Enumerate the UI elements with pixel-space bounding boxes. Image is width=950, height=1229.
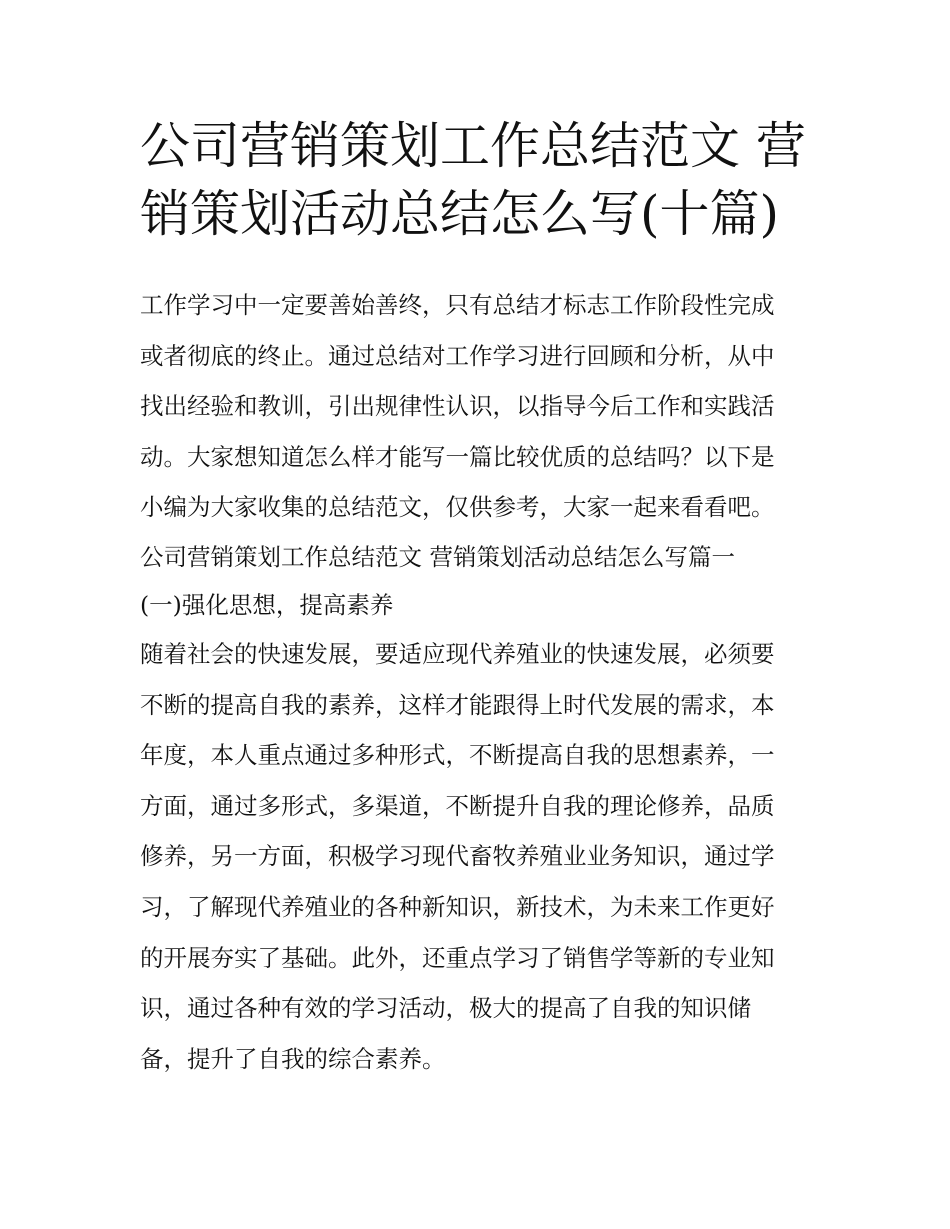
body-line: 习，了解现代养殖业的各种新知识，新技术，为未来工作更好 bbox=[140, 892, 775, 921]
intro-line: 动。大家想知道怎么样才能写一篇比较优质的总结吗？以下是 bbox=[140, 442, 775, 471]
intro-line: 找出经验和教训，引出规律性认识，以指导今后工作和实践活 bbox=[140, 392, 775, 421]
intro-line: 工作学习中一定要善始善终，只有总结才标志工作阶段性完成 bbox=[140, 291, 775, 319]
document-title bbox=[140, 112, 820, 248]
intro-line: 小编为大家收集的总结范文，仅供参考，大家一起来看看吧。 bbox=[140, 493, 775, 522]
intro-line: 或者彻底的终止。通过总结对工作学习进行回顾和分析，从中 bbox=[140, 341, 775, 370]
body-paragraph bbox=[140, 629, 820, 1084]
title-line: 销策划活动总结怎么写(十篇) bbox=[140, 185, 780, 243]
body-line: 备，提升了自我的综合素养。 bbox=[140, 1044, 446, 1073]
document-body bbox=[140, 280, 820, 1084]
body-line: 年度，本人重点通过多种形式，不断提高自我的思想素养，一 bbox=[140, 741, 775, 770]
section-heading: 公司营销策划工作总结范文 营销策划活动总结怎么写篇一 bbox=[140, 542, 735, 571]
intro-paragraph bbox=[140, 280, 820, 533]
subsection-heading: (一)强化思想，提高素养 bbox=[140, 590, 394, 619]
body-line: 方面，通过多形式，多渠道，不断提升自我的理论修养，品质 bbox=[140, 791, 775, 820]
body-line: 识，通过各种有效的学习活动，极大的提高了自我的知识储 bbox=[140, 994, 751, 1023]
title-line: 公司营销策划工作总结范文 营 bbox=[140, 117, 806, 175]
body-line: 修养，另一方面，积极学习现代畜牧养殖业业务知识，通过学 bbox=[140, 842, 775, 871]
body-line: 随着社会的快速发展，要适应现代养殖业的快速发展，必须要 bbox=[140, 639, 775, 668]
body-line: 的开展夯实了基础。此外，还重点学习了销售学等新的专业知 bbox=[140, 943, 775, 972]
body-line: 不断的提高自我的素养，这样才能跟得上时代发展的需求，本 bbox=[140, 690, 775, 719]
